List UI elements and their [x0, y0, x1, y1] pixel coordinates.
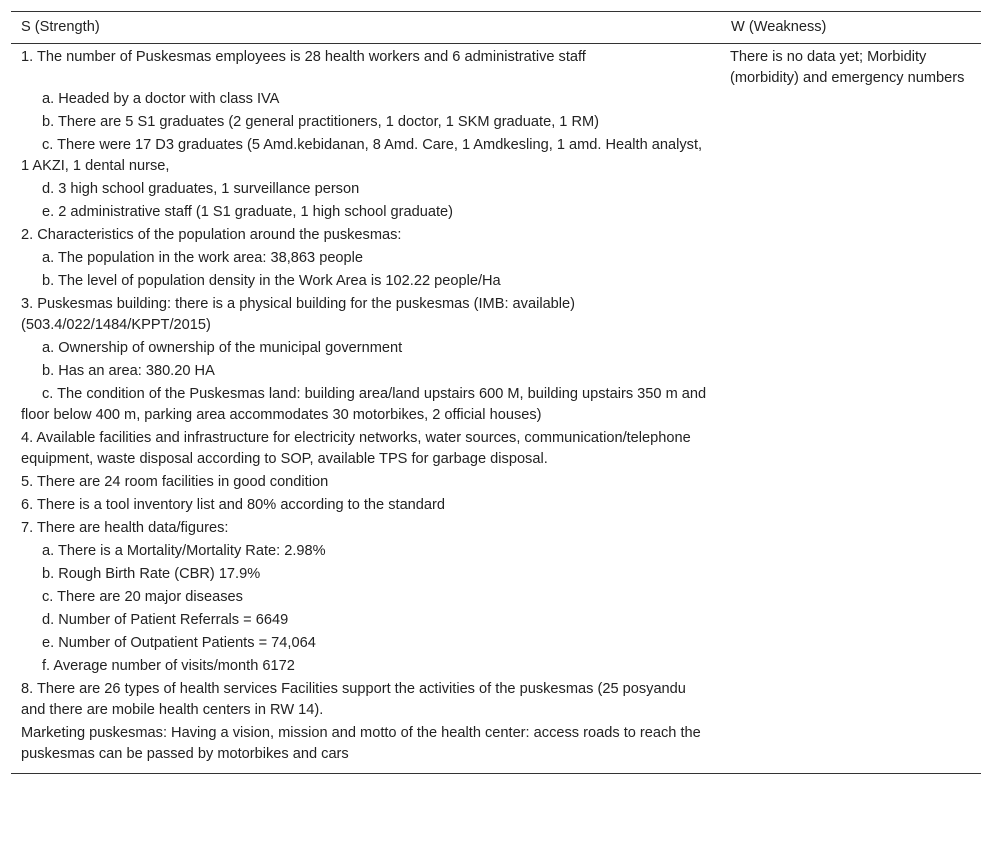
strength-line: a. Headed by a doctor with class IVA: [42, 91, 280, 107]
strength-line: 6. There is a tool inventory list and 80% according to the standard: [21, 497, 446, 513]
weakness-header: W (Weakness): [731, 19, 827, 35]
strength-line: d. 3 high school graduates, 1 surveillance person: [42, 181, 360, 197]
strength-line: c. There were 17 D3 graduates (5 Amd.kebidanan, 8 Amd. Care, 1 Amdkesling, 1 amd. Health analyst, 1 AKZI, 1 dental nurse,: [21, 137, 703, 174]
swot-table: [11, 11, 981, 774]
strength-line: 1. The number of Puskesmas employees is 28 health workers and 6 administrative staff: [21, 49, 586, 65]
strength-line: b. There are 5 S1 graduates (2 general practitioners, 1 doctor, 1 SKM graduate, 1 RM): [42, 114, 600, 130]
strength-line: 8. There are 26 types of health services Facilities support the activities of the puskesmas (25 posyandu and there are mobile health centers in RW 14).: [21, 681, 686, 718]
strength-line: 2. Characteristics of the population around the puskesmas:: [21, 227, 402, 243]
table-header-row: [11, 12, 981, 44]
strength-line: a. The population in the work area: 38,863 people: [42, 250, 364, 266]
strength-line: d. Number of Patient Referrals = 6649: [42, 612, 289, 628]
strength-line: c. The condition of the Puskesmas land: building area/land upstairs 600 M, building upstairs 350 m and floor below 400 m, parking area accommodates 30 motorbikes, 2 official houses): [21, 386, 707, 423]
table-body-row: [11, 44, 981, 773]
strength-line: Marketing puskesmas: Having a vision, mission and motto of the health center: access roads to reach the puskesmas can be passed by motorbikes and cars: [21, 725, 701, 762]
strength-line: c. There are 20 major diseases: [42, 589, 243, 605]
strength-line: 3. Puskesmas building: there is a physical building for the puskesmas (IMB: available) (503.4/022/1484/KPPT/2015): [21, 296, 576, 333]
strength-line: b. The level of population density in the Work Area is 102.22 people/Ha: [42, 273, 501, 289]
strength-line: 7. There are health data/figures:: [21, 520, 229, 536]
strength-line: a. Ownership of ownership of the municipal government: [42, 340, 403, 356]
strength-header: S (Strength): [21, 19, 100, 35]
strength-line: a. There is a Mortality/Mortality Rate: 2.98%: [42, 543, 326, 559]
weakness-cell: There is no data yet; Morbidity (morbidity) and emergency numbers: [730, 49, 965, 86]
strength-line: b. Has an area: 380.20 HA: [42, 363, 215, 379]
strength-column: [11, 47, 721, 767]
strength-line: 5. There are 24 room facilities in good condition: [21, 474, 329, 490]
strength-line: e. 2 administrative staff (1 S1 graduate, 1 high school graduate): [42, 204, 454, 220]
strength-line: e. Number of Outpatient Patients = 74,064: [42, 635, 316, 651]
strength-line: b. Rough Birth Rate (CBR) 17.9%: [42, 566, 261, 582]
strength-line: 4. Available facilities and infrastructure for electricity networks, water sources, communication/telephone equipment, waste disposal according to SOP, available TPS for garbage disposal.: [21, 430, 691, 467]
strength-line: f. Average number of visits/month 6172: [42, 658, 295, 674]
